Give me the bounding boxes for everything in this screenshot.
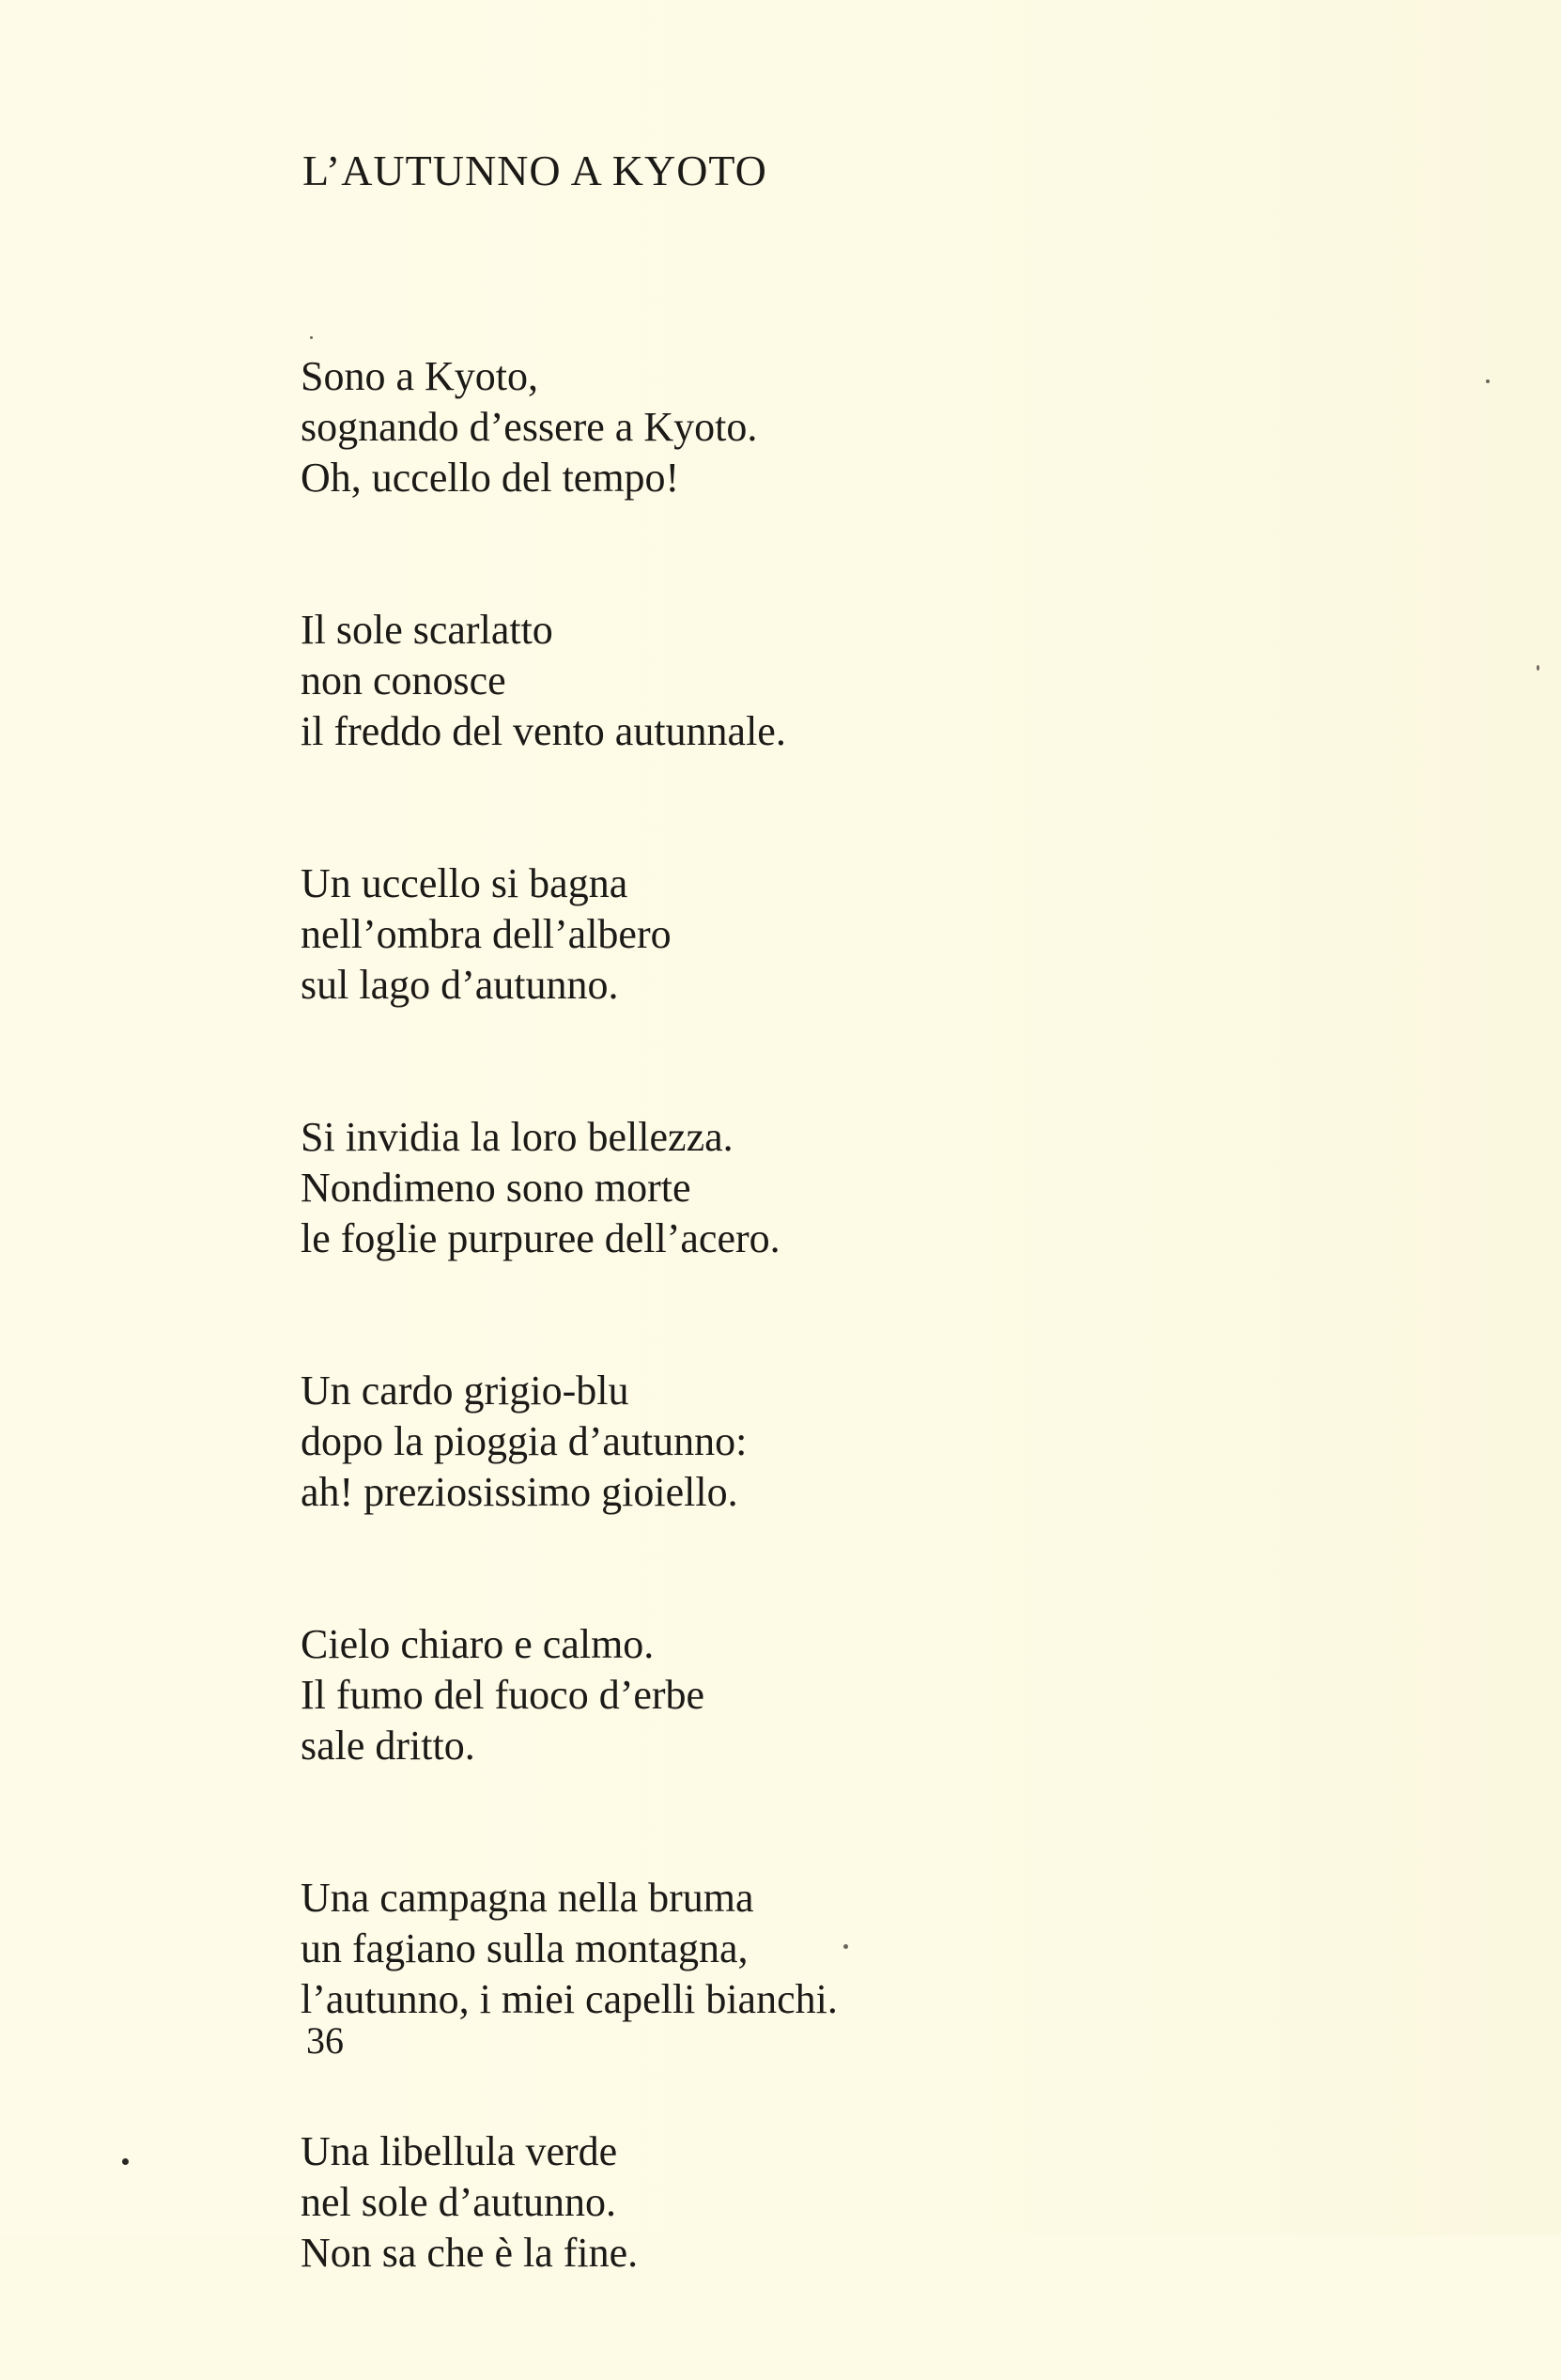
stanza <box>301 1366 1428 1518</box>
stanza <box>301 1112 1428 1264</box>
poem-line: Non sa che è la fine. <box>301 2230 639 2276</box>
paper-speck <box>843 1944 848 1949</box>
paper-speck <box>122 2158 129 2165</box>
poem-line: nell’ombra dell’albero <box>301 911 672 957</box>
page-number: 36 <box>306 2019 344 2062</box>
stanza <box>301 605 1428 757</box>
poem-line: Sono a Kyoto, <box>301 353 538 399</box>
poem-line: Il sole scarlatto <box>301 607 553 653</box>
poem-line: un fagiano sulla montagna, <box>301 1925 749 1971</box>
stanza <box>301 1873 1428 2025</box>
poem-line: il freddo del vento autunnale. <box>301 708 786 754</box>
poem-body <box>301 351 1428 2380</box>
poem-line: sale dritto. <box>301 1723 475 1769</box>
poem-line: Il fumo del fuoco d’erbe <box>301 1672 705 1718</box>
poem-line: Un uccello si bagna <box>301 860 628 906</box>
poem-line: Si invidia la loro bellezza. <box>301 1114 734 1160</box>
poem-line: non conosce <box>301 657 506 703</box>
stanza <box>301 1619 1428 1771</box>
poem-line: sognando d’essere a Kyoto. <box>301 404 758 450</box>
poem-title: L’AUTUNNO A KYOTO <box>302 147 767 194</box>
poem-line: Un cardo grigio-blu <box>301 1368 629 1414</box>
paper-speck <box>1537 665 1539 671</box>
poem-line: dopo la pioggia d’autunno: <box>301 1418 748 1464</box>
stanza <box>301 858 1428 1011</box>
poem-line: l’autunno, i miei capelli bianchi. <box>301 1976 838 2022</box>
poem-line: sul lago d’autunno. <box>301 962 619 1008</box>
poem-line: le foglie purpuree dell’acero. <box>301 1215 780 1261</box>
stanza <box>301 2126 1428 2279</box>
poem-line: Una campagna nella bruma <box>301 1875 754 1921</box>
paper-speck <box>310 336 313 339</box>
stanza <box>301 351 1428 503</box>
poem-line: Una libellula verde <box>301 2128 618 2174</box>
poem-line: Cielo chiaro e calmo. <box>301 1621 655 1667</box>
paper-speck <box>1486 379 1490 383</box>
poem-line: Nondimeno sono morte <box>301 1165 691 1211</box>
poem-line: ah! preziosissimo gioiello. <box>301 1469 738 1515</box>
poem-line: Oh, uccello del tempo! <box>301 455 680 501</box>
poem-line: nel sole d’autunno. <box>301 2179 617 2225</box>
